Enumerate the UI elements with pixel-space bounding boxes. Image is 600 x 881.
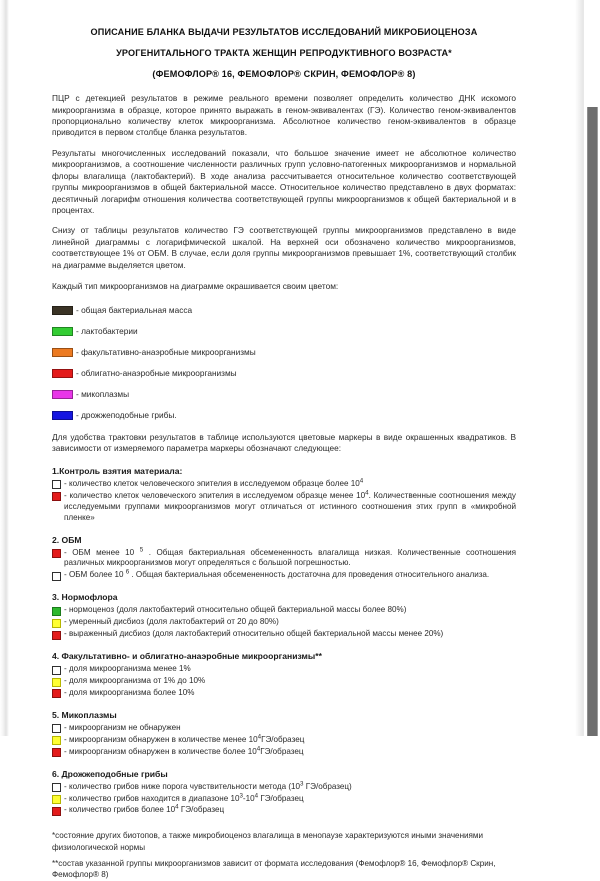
marker-item-label: - количество клеток человеческого эпителия в исследуемом образце более $10^4$ xyxy=(64,477,364,488)
marker-square-icon xyxy=(52,549,61,558)
legend-swatch-icon xyxy=(52,411,73,420)
marker-square-icon xyxy=(52,783,61,792)
legend-item-label: - дрожжеподобные грибы. xyxy=(76,410,177,421)
scrollbar-thumb[interactable] xyxy=(587,107,598,736)
footnote-2: **состав указанной группы микроорганизмов зависит от формата исследования (Фемофлор® 16, Фемофлор® Скрин, Фемофлор® 8) xyxy=(52,859,496,880)
legend-swatch-icon xyxy=(52,327,73,336)
marker-item xyxy=(52,664,516,675)
marker-item-label: - количество грибов находится в диапазоне $10^3-10^4$ ГЭ/образец xyxy=(64,791,304,803)
marker-square-icon xyxy=(52,631,61,640)
marker-item xyxy=(52,617,516,628)
page-right-edge xyxy=(575,0,583,736)
marker-intro-text: Для удобства трактовки результатов в таблице используются цветовые маркеры в виде окрашенных квадратиков. В зависимости от измеряемого параметра маркеры обозначают следующее: xyxy=(52,431,516,454)
marker-sections xyxy=(26,466,542,817)
marker-item-label: - количество клеток человеческого эпителия в исследуемом образце менее $10^4$. Количественные соотношения между исследуемыми группами микроорганизмов могут отличаться от истинного соотношения этих групп в «микробной пленке» xyxy=(64,489,516,522)
marker-item xyxy=(52,791,516,805)
marker-item xyxy=(52,545,516,570)
marker-square-icon xyxy=(52,795,61,804)
marker-item xyxy=(52,805,516,816)
marker-section xyxy=(26,592,542,640)
marker-section xyxy=(26,466,542,524)
marker-square-icon xyxy=(52,678,61,687)
intro-paragraph-3: Снизу от таблицы результатов количество ГЭ соответствующей группы микроорганизмов представлено в виде линейной диаграммы с логарифмической шкалой. На верхней оси обозначено количество микроорганизмов, соответствующее 1% от ОБМ. В случае, если доля группы микроорганизмов превышает 1%, соответствующий столбик на диаграмме выделяется цветом. xyxy=(52,225,516,270)
marker-square-icon xyxy=(52,480,61,489)
legend-item-label: - микоплазмы xyxy=(76,389,130,400)
page-title-line-3: (ФЕМОФЛОР® 16, ФЕМОФЛОР® СКРИН, ФЕМОФЛОР® 8) xyxy=(152,68,416,79)
marker-item xyxy=(52,605,516,616)
marker-square-icon xyxy=(52,666,61,675)
marker-section xyxy=(26,651,542,699)
legend-item-label: - лактобактерии xyxy=(76,326,138,337)
color-legend xyxy=(26,300,542,426)
marker-item xyxy=(52,491,516,524)
marker-item xyxy=(52,479,516,490)
section-heading: 5. Микоплазмы xyxy=(52,709,117,720)
legend-item-label: - общая бактериальная масса xyxy=(76,305,193,316)
marker-item-label: - микроорганизм обнаружен в количестве менее $10^4ГЭ$/образец xyxy=(64,733,305,744)
marker-item xyxy=(52,570,516,581)
legend-swatch-icon xyxy=(52,348,73,357)
section-heading: 3. Нормофлора xyxy=(52,592,118,603)
vertical-scrollbar[interactable] xyxy=(583,0,600,736)
marker-item-label: - ОБМ более 10 $^6$ . Общая бактериальная обсемененность достаточна для проведения относительного анализа. xyxy=(64,568,490,580)
marker-item-label: - доля микроорганизма менее 1% xyxy=(64,664,191,674)
marker-item-label: - ОБМ менее 10 $^5$ . Общая бактериальная обсемененность влагалища низкая. Количественные соотношения различных микроорганизмов могут определяться с большой погрешностью. xyxy=(64,545,516,568)
marker-section xyxy=(26,535,542,582)
marker-item xyxy=(52,779,516,793)
legend-swatch-icon xyxy=(52,369,73,378)
legend-item xyxy=(52,342,516,363)
marker-square-icon xyxy=(52,572,61,581)
marker-item xyxy=(52,629,516,640)
marker-item-label: - количество грибов более $10^4$ ГЭ/образец xyxy=(64,803,225,815)
section-heading: 1.Контроль взятия материала: xyxy=(52,465,183,476)
legend-swatch-icon xyxy=(52,390,73,399)
marker-item xyxy=(52,676,516,687)
marker-square-icon xyxy=(52,607,61,616)
marker-item-label: - доля микроорганизма от 1% до 10% xyxy=(64,676,206,685)
marker-item-label: - умеренный дисбиоз (доля лактобактерий от 20 до 80%) xyxy=(64,617,279,627)
section-heading: 6. Дрожжеподобные грибы xyxy=(52,768,168,779)
footnote-1: *состояние других биотопов, а также микробиоценоз влагалища в менопаузе характеризуются иными значениями физиологической нормы xyxy=(52,831,484,852)
legend-item xyxy=(52,300,516,321)
legend-item-label: - облигатно-анаэробные микроорганизмы xyxy=(76,368,237,379)
legend-item xyxy=(52,321,516,342)
marker-item xyxy=(52,723,516,734)
document-title-block xyxy=(26,27,542,80)
marker-item-label: - нормоценоз (доля лактобактерий относительно общей бактериальной массы более 80%) xyxy=(64,605,407,615)
legend-item xyxy=(52,363,516,384)
marker-square-icon xyxy=(52,689,61,698)
marker-item-label: - выраженный дисбиоз (доля лактобактерий относительно общей бактериальной массы менее 20%) xyxy=(64,629,444,639)
marker-item-label: - количество грибов ниже порога чувствительности метода ($10^3$ ГЭ/образец) xyxy=(64,779,352,791)
marker-square-icon xyxy=(52,748,61,757)
intro-paragraph-2: Результаты многочисленных исследований показали, что большое значение имеет не абсолютное количество микроорганизмов, а соотношение численности различных групп условно-патогенных микроорганизмов и нормальной флоры влагалища (лактобактерий). В ходе анализа рассчитывается относительное количество соответствующей группы микроорганизмов в общей бактериальной массе. Относительное количество представлено в двух форматах: десятичный логарифм отношения количества соответствующей группы микроорганизмов к общей бактериальной и в процентах. xyxy=(52,147,516,216)
marker-item xyxy=(52,688,516,699)
marker-item-label: - микроорганизм не обнаружен xyxy=(64,722,181,732)
legend-swatch-icon xyxy=(52,306,73,315)
marker-section xyxy=(26,769,542,817)
legend-item xyxy=(52,405,516,426)
page-title-line-2: УРОГЕНИТАЛЬНОГО ТРАКТА ЖЕНЩИН РЕПРОДУКТИВНОГО ВОЗРАСТА* xyxy=(116,47,452,58)
footnotes xyxy=(26,830,542,880)
section-heading: 2. ОБМ xyxy=(52,534,82,545)
page-title-line-1: ОПИСАНИЕ БЛАНКА ВЫДАЧИ РЕЗУЛЬТАТОВ ИССЛЕДОВАНИЙ МИКРОБИОЦЕНОЗА xyxy=(90,27,478,37)
marker-item-label: - доля микроорганизма более 10% xyxy=(64,687,195,697)
marker-square-icon xyxy=(52,492,61,501)
legend-item-label: - факультативно-анаэробные микроорганизмы xyxy=(76,347,256,358)
intro-paragraph-1: ПЦР с детекцией результатов в режиме реального времени позволяет определить количество ДНК искомого микроорганизма в образце, которое принято выражать в геном-эквивалентах (ГЭ). Количество геном-эквивалентов пропорционально количеству клеток микроорганизма. Абсолютное количество геном-эквивалентов в образце приводится в первом столбце бланка результатов. xyxy=(52,93,516,138)
marker-item xyxy=(52,747,516,758)
marker-item-label: - микроорганизм обнаружен в количестве более $10^4ГЭ$/образец xyxy=(64,745,304,756)
section-heading: 4. Факультативно- и облигатно-анаэробные микроорганизмы** xyxy=(52,651,322,662)
marker-square-icon xyxy=(52,807,61,816)
legend-intro-text: Каждый тип микроорганизмов на диаграмме окрашивается своим цветом: xyxy=(52,281,339,292)
marker-square-icon xyxy=(52,619,61,628)
legend-item xyxy=(52,384,516,405)
marker-section xyxy=(26,710,542,758)
marker-square-icon xyxy=(52,736,61,745)
marker-item xyxy=(52,735,516,746)
marker-square-icon xyxy=(52,724,61,733)
